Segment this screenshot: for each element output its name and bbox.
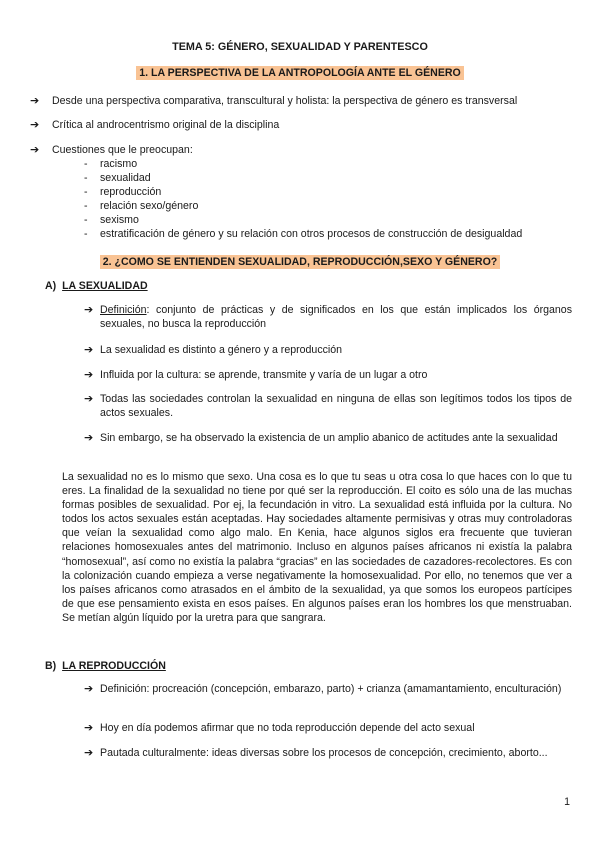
subsection-a-label: LA SEXUALIDAD bbox=[62, 280, 148, 292]
subsection-a-bullet-3 bbox=[84, 392, 572, 420]
bullet-text: Cuestiones que le preocupan: bbox=[52, 144, 193, 156]
arrow-right-icon: ➔ bbox=[84, 304, 94, 316]
list-item: - sexismo bbox=[84, 214, 139, 226]
bullet-text: Crítica al androcentrismo original de la disciplina bbox=[52, 119, 280, 131]
list-item: ➔ La sexualidad es distinto a género y a reproducción bbox=[84, 344, 343, 356]
subsection-b-label: LA REPRODUCCIÓN bbox=[62, 660, 166, 672]
subsection-a-bullet-2 bbox=[84, 368, 572, 382]
list-item bbox=[30, 143, 575, 157]
list-item: - racismo bbox=[84, 158, 138, 170]
subsection-a-bullet-1 bbox=[84, 343, 572, 357]
arrow-right-icon: ➔ bbox=[30, 95, 40, 107]
subsection-a-heading: A) LA SEXUALIDAD bbox=[45, 280, 148, 292]
list-item: ➔ Todas las sociedades controlan la sexualidad en ninguna de ellas son legítimos todos los tipos de actos sexuales. bbox=[84, 393, 572, 419]
list-item: - sexualidad bbox=[84, 172, 151, 184]
list-item: ➔ Pautada culturalmente: ideas diversas sobre los procesos de concepción, crecimiento, aborto... bbox=[84, 747, 548, 759]
arrow-right-icon: ➔ bbox=[84, 683, 94, 695]
arrow-right-icon: ➔ bbox=[84, 369, 94, 381]
section-2-heading-wrap bbox=[0, 255, 600, 269]
arrow-right-icon: ➔ bbox=[84, 393, 94, 405]
arrow-right-icon: ➔ bbox=[30, 144, 40, 156]
subsection-b-heading: B) LA REPRODUCCIÓN bbox=[45, 660, 166, 672]
section-1-heading-wrap bbox=[0, 66, 600, 80]
list-item: ➔ Sin embargo, se ha observado la existencia de un amplio abanico de actitudes ante la sexualidad bbox=[84, 432, 558, 444]
list-item: - relación sexo/género bbox=[84, 200, 199, 212]
list-item: - estratificación de género y su relación con otros procesos de construcción de desigualdad bbox=[84, 228, 523, 240]
subsection-b-bullet-2 bbox=[84, 721, 572, 735]
bullet-text: Desde una perspectiva comparativa, transcultural y holista: la perspectiva de género es transversal bbox=[52, 95, 518, 107]
page-number: 1 bbox=[564, 796, 570, 808]
arrow-right-icon: ➔ bbox=[84, 344, 94, 356]
arrow-right-icon: ➔ bbox=[84, 722, 94, 734]
arrow-right-icon: ➔ bbox=[84, 432, 94, 444]
list-item: ➔ Hoy en día podemos afirmar que no toda reproducción depende del acto sexual bbox=[84, 722, 475, 734]
list-item bbox=[30, 94, 575, 108]
section-2-heading: 2. ¿COMO SE ENTIENDEN SEXUALIDAD, REPRODUCCIÓN,SEXO Y GÉNERO? bbox=[100, 255, 501, 269]
arrow-right-icon: ➔ bbox=[30, 119, 40, 131]
section-1-heading: 1. LA PERSPECTIVA DE LA ANTROPOLOGÍA ANTE EL GÉNERO bbox=[136, 66, 464, 80]
definition-term: Definición bbox=[100, 304, 147, 316]
section-1-bullets bbox=[30, 94, 575, 108]
list-item: - reproducción bbox=[84, 186, 162, 198]
definition-text: : conjunto de prácticas y de significados en los que están implicados los órganos sexuales, no busca la reproducción bbox=[100, 304, 572, 330]
list-item bbox=[30, 118, 575, 132]
concerns-list bbox=[84, 157, 564, 241]
section-1-bullet-3 bbox=[30, 143, 575, 157]
subsection-a-bullet-4 bbox=[84, 431, 572, 445]
sexuality-paragraph: La sexualidad no es lo mismo que sexo. Una cosa es lo que tu seas u otra cosa lo que haces con lo que tu eres. La finalidad de la sexualidad no tiene por qué ser la reproducción. El coito es sólo una de las muchas formas posibles de sexualidad. Por ej, la fecundación in vitro. La sexualidad está influida por la cultura. No todos los actos sexuales están aceptadas. Hay sociedades altamente permisivas y otras muy controladoras que veían la sexualidad como algo malo. En Kenia, hace algunos siglos era frecuente que tuvieran relaciones homosexuales antes del matrimonio. Incluso en algunos países africanos ni existía la palabra “homosexual”, así como no existía la palabra “gracias” en las sociedades de cazadores-recolectores. Es con la colonización cuando empieza a verse negativamente la homosexualidad. Por ello, no tenemos que ver a los países africanos como atrasados en el ámbito de la sexualidad, ya que somos los europeos partícipes de que ese pensamiento exista en esos países. En algunos países eran los hombres los que menstruaban. Se metían algún líquido por la uretra para que sangrara. bbox=[62, 471, 572, 624]
list-item: ➔ Influida por la cultura: se aprende, transmite y varía de un lugar a otro bbox=[84, 369, 428, 381]
subsection-b-bullet-3 bbox=[84, 746, 572, 760]
arrow-right-icon: ➔ bbox=[84, 747, 94, 759]
list-item: ➔ Definición: procreación (concepción, embarazo, parto) + crianza (amamantamiento, enculturación) bbox=[84, 683, 562, 695]
page-title: TEMA 5: GÉNERO, SEXUALIDAD Y PARENTESCO bbox=[172, 41, 428, 53]
section-1-bullet-2 bbox=[30, 118, 575, 132]
subsection-b-bullet-1 bbox=[84, 682, 572, 696]
definition-bullet bbox=[84, 303, 572, 331]
list-item bbox=[84, 303, 572, 331]
